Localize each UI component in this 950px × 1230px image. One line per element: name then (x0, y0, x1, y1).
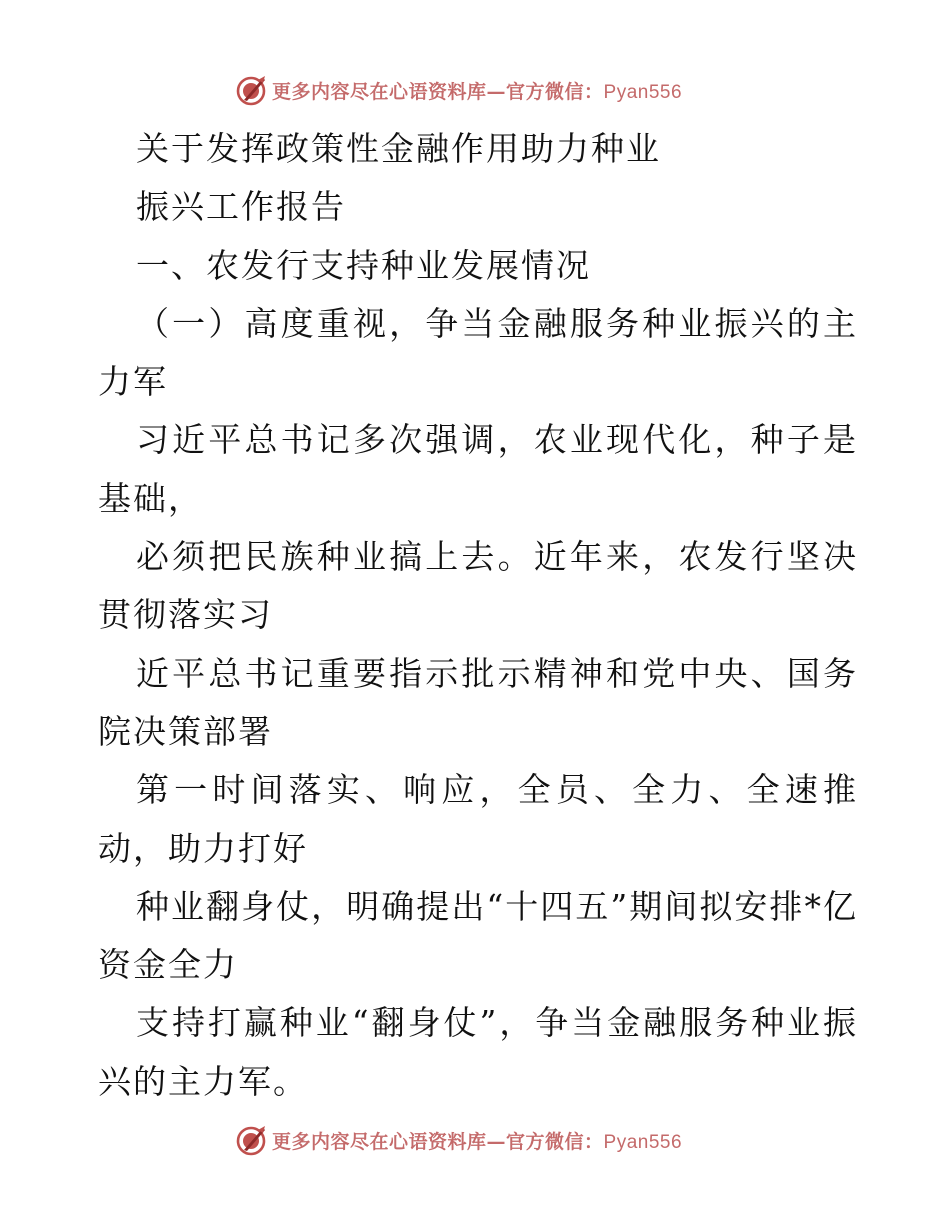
doc-title-line-1: 关于发挥政策性金融作用助力种业 (136, 129, 661, 168)
section-heading: 一、农发行支持种业发展情况 (136, 245, 591, 285)
quill-logo-icon (236, 1124, 268, 1156)
doc-title-line-2: 振兴工作报告 (136, 187, 346, 227)
body-paragraph: 种业翻身仗，明确提出“十四五”期间拟安排*亿资金全力 (98, 886, 858, 985)
header-watermark (236, 73, 682, 107)
body-paragraph: 第一时间落实、响应，全员、全力、全速推动，助力打好 (98, 770, 858, 868)
document-body (98, 120, 858, 1111)
quill-logo-icon (236, 74, 268, 106)
watermark-text: 更多内容尽在心语资料库—官方微信：Pyan556 (272, 1130, 683, 1153)
body-paragraph: 习近平总书记多次强调，农业现代化，种子是基础， (98, 420, 858, 518)
footer-watermark (236, 1123, 682, 1157)
body-paragraph: 近平总书记重要指示批示精神和党中央、国务院决策部署 (98, 653, 858, 751)
subsection-heading: （一）高度重视，争当金融服务种业振兴的主力军 (98, 303, 858, 402)
body-paragraph: 必须把民族种业搞上去。近年来，农发行坚决贯彻落实习 (98, 537, 858, 635)
watermark-text: 更多内容尽在心语资料库—官方微信：Pyan556 (272, 80, 683, 103)
body-paragraph: 支持打赢种业“翻身仗”，争当金融服务种业振兴的主力军。 (98, 1003, 858, 1101)
